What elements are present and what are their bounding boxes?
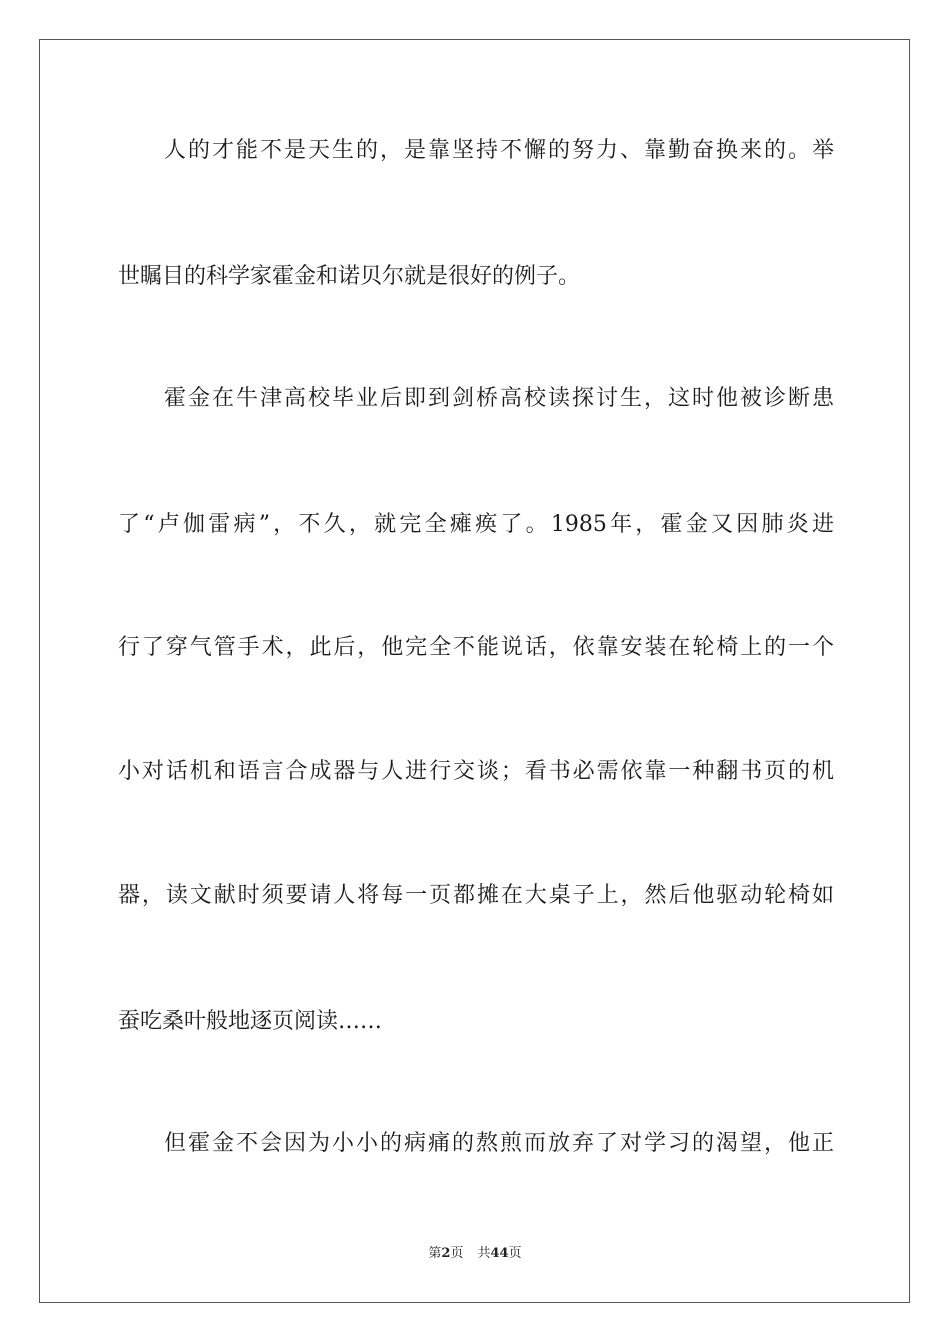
- paragraph-2-line-4: 小对话机和语言合成器与人进行交谈；看书必需依靠一种翻书页的机: [118, 759, 834, 784]
- paragraph-2-line-1: 霍金在牛津高校毕业后即到剑桥高校读探讨生，这时他被诊断患: [164, 386, 834, 411]
- paragraph-2-line-2: 了“卢伽雷病”，不久，就完全瘫痪了。1985年，霍金又因肺炎进: [118, 512, 834, 537]
- total-prefix: 共: [477, 1246, 491, 1261]
- total-suffix: 页: [508, 1246, 522, 1261]
- paragraph-3-line-1: 但霍金不会因为小小的病痛的熬煎而放弃了对学习的渴望，他正: [164, 1131, 834, 1156]
- paragraph-1-line-2: 世瞩目的科学家霍金和诺贝尔就是很好的例子。: [118, 264, 581, 289]
- paragraph-2-line-5: 器，读文献时须要请人将每一页都摊在大桌子上，然后他驱动轮椅如: [118, 883, 834, 908]
- paragraph-1-line-1: 人的才能不是天生的，是靠坚持不懈的努力、靠勤奋换来的。举: [164, 138, 834, 163]
- paragraph-2-line-3: 行了穿气管手术，此后，他完全不能说话，依靠安装在轮椅上的一个: [118, 635, 834, 660]
- page-border: [39, 39, 910, 1303]
- total-pages: 44: [490, 1246, 509, 1261]
- page-footer: [0, 1246, 950, 1262]
- page-suffix: 页: [450, 1246, 464, 1261]
- page-prefix: 第: [428, 1246, 442, 1261]
- paragraph-2-line-6: 蚕吃桑叶般地逐页阅读……: [118, 1009, 383, 1034]
- page-number: 2: [441, 1246, 451, 1261]
